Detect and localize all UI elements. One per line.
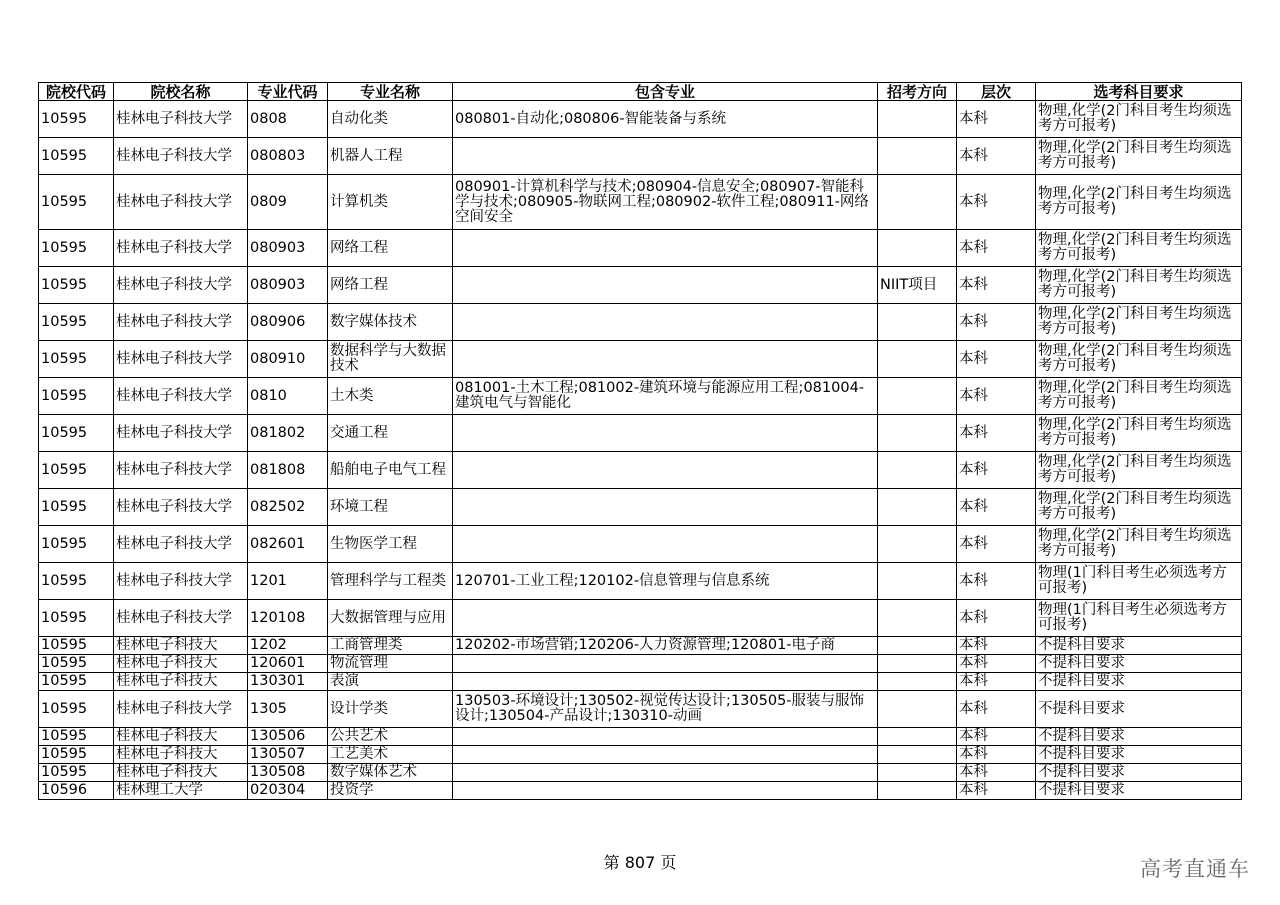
cell-subject-requirement: 物理,化学(2门科目考生均须选考方可报考) bbox=[1036, 138, 1242, 175]
cell-subject-requirement: 物理,化学(2门科目考生均须选考方可报考) bbox=[1036, 101, 1242, 138]
cell-major-code: 1305 bbox=[248, 691, 328, 728]
cell-level: 本科 bbox=[957, 489, 1036, 526]
cell-level: 本科 bbox=[957, 267, 1036, 304]
cell-included-majors bbox=[453, 138, 878, 175]
cell-included-majors: 130503-环境设计;130502-视觉传达设计;130505-服装与服饰设计;130504-产品设计;130310-动画 bbox=[453, 691, 878, 728]
table-row bbox=[39, 341, 1242, 378]
cell-direction bbox=[878, 415, 957, 452]
cell-direction bbox=[878, 304, 957, 341]
cell-subject-requirement: 不提科目要求 bbox=[1036, 637, 1242, 655]
cell-major-name: 网络工程 bbox=[328, 230, 453, 267]
cell-subject-requirement: 不提科目要求 bbox=[1036, 728, 1242, 746]
cell-direction bbox=[878, 782, 957, 800]
cell-major-name: 工商管理类 bbox=[328, 637, 453, 655]
cell-included-majors bbox=[453, 341, 878, 378]
header-major-code: 专业代码 bbox=[248, 83, 328, 101]
cell-school-code: 10595 bbox=[39, 746, 114, 764]
cell-school-name: 桂林电子科技大学 bbox=[114, 378, 248, 415]
cell-direction bbox=[878, 764, 957, 782]
cell-school-name: 桂林电子科技大学 bbox=[114, 138, 248, 175]
table-row bbox=[39, 378, 1242, 415]
cell-major-name: 管理科学与工程类 bbox=[328, 563, 453, 600]
cell-major-code: 082502 bbox=[248, 489, 328, 526]
cell-level: 本科 bbox=[957, 600, 1036, 637]
cell-level: 本科 bbox=[957, 746, 1036, 764]
header-direction: 招考方向 bbox=[878, 83, 957, 101]
cell-direction bbox=[878, 378, 957, 415]
cell-school-name: 桂林电子科技大学 bbox=[114, 600, 248, 637]
table-row bbox=[39, 489, 1242, 526]
cell-included-majors: 080901-计算机科学与技术;080904-信息安全;080907-智能科学与技术;080905-物联网工程;080902-软件工程;080911-网络空间安全 bbox=[453, 175, 878, 230]
cell-direction bbox=[878, 341, 957, 378]
cell-school-code: 10595 bbox=[39, 138, 114, 175]
cell-included-majors bbox=[453, 782, 878, 800]
table-row bbox=[39, 746, 1242, 764]
cell-major-name: 环境工程 bbox=[328, 489, 453, 526]
cell-major-code: 0810 bbox=[248, 378, 328, 415]
cell-level: 本科 bbox=[957, 691, 1036, 728]
cell-school-name: 桂林电子科技大 bbox=[114, 728, 248, 746]
cell-subject-requirement: 物理(1门科目考生必须选考方可报考) bbox=[1036, 600, 1242, 637]
cell-level: 本科 bbox=[957, 526, 1036, 563]
table-row bbox=[39, 600, 1242, 637]
cell-major-name: 大数据管理与应用 bbox=[328, 600, 453, 637]
cell-subject-requirement: 不提科目要求 bbox=[1036, 673, 1242, 691]
cell-subject-requirement: 不提科目要求 bbox=[1036, 691, 1242, 728]
cell-included-majors: 120701-工业工程;120102-信息管理与信息系统 bbox=[453, 563, 878, 600]
cell-school-name: 桂林电子科技大学 bbox=[114, 691, 248, 728]
cell-level: 本科 bbox=[957, 175, 1036, 230]
cell-school-name: 桂林理工大学 bbox=[114, 782, 248, 800]
cell-major-name: 投资学 bbox=[328, 782, 453, 800]
cell-direction bbox=[878, 691, 957, 728]
cell-level: 本科 bbox=[957, 673, 1036, 691]
cell-level: 本科 bbox=[957, 415, 1036, 452]
cell-level: 本科 bbox=[957, 728, 1036, 746]
cell-school-name: 桂林电子科技大学 bbox=[114, 341, 248, 378]
cell-level: 本科 bbox=[957, 782, 1036, 800]
cell-included-majors: 120202-市场营销;120206-人力资源管理;120801-电子商 bbox=[453, 637, 878, 655]
cell-school-code: 10595 bbox=[39, 378, 114, 415]
cell-school-code: 10595 bbox=[39, 637, 114, 655]
cell-major-code: 081808 bbox=[248, 452, 328, 489]
cell-school-name: 桂林电子科技大学 bbox=[114, 526, 248, 563]
table-row bbox=[39, 415, 1242, 452]
cell-school-code: 10595 bbox=[39, 101, 114, 138]
cell-school-code: 10595 bbox=[39, 526, 114, 563]
cell-major-code: 1202 bbox=[248, 637, 328, 655]
header-school-name: 院校名称 bbox=[114, 83, 248, 101]
cell-major-code: 0809 bbox=[248, 175, 328, 230]
table-header-row bbox=[39, 83, 1242, 101]
cell-direction bbox=[878, 673, 957, 691]
cell-level: 本科 bbox=[957, 378, 1036, 415]
cell-level: 本科 bbox=[957, 655, 1036, 673]
cell-major-code: 120108 bbox=[248, 600, 328, 637]
cell-level: 本科 bbox=[957, 101, 1036, 138]
table-row bbox=[39, 782, 1242, 800]
cell-level: 本科 bbox=[957, 230, 1036, 267]
header-included-majors: 包含专业 bbox=[453, 83, 878, 101]
cell-subject-requirement: 物理,化学(2门科目考生均须选考方可报考) bbox=[1036, 341, 1242, 378]
table-row bbox=[39, 637, 1242, 655]
table-row bbox=[39, 526, 1242, 563]
cell-direction bbox=[878, 452, 957, 489]
cell-school-code: 10595 bbox=[39, 600, 114, 637]
cell-subject-requirement: 物理,化学(2门科目考生均须选考方可报考) bbox=[1036, 415, 1242, 452]
cell-subject-requirement: 物理,化学(2门科目考生均须选考方可报考) bbox=[1036, 304, 1242, 341]
header-level: 层次 bbox=[957, 83, 1036, 101]
cell-subject-requirement: 物理,化学(2门科目考生均须选考方可报考) bbox=[1036, 452, 1242, 489]
cell-school-name: 桂林电子科技大学 bbox=[114, 452, 248, 489]
cell-major-name: 数字媒体艺术 bbox=[328, 764, 453, 782]
cell-major-code: 130301 bbox=[248, 673, 328, 691]
cell-school-code: 10595 bbox=[39, 415, 114, 452]
cell-major-name: 船舶电子电气工程 bbox=[328, 452, 453, 489]
cell-major-code: 120601 bbox=[248, 655, 328, 673]
table-row bbox=[39, 655, 1242, 673]
cell-major-code: 080906 bbox=[248, 304, 328, 341]
cell-level: 本科 bbox=[957, 637, 1036, 655]
watermark-text: 高考直通车 bbox=[1140, 857, 1250, 881]
cell-major-name: 数据科学与大数据技术 bbox=[328, 341, 453, 378]
table-row bbox=[39, 230, 1242, 267]
cell-direction bbox=[878, 728, 957, 746]
cell-school-name: 桂林电子科技大学 bbox=[114, 489, 248, 526]
cell-major-code: 020304 bbox=[248, 782, 328, 800]
header-major-name: 专业名称 bbox=[328, 83, 453, 101]
table-row bbox=[39, 764, 1242, 782]
cell-included-majors bbox=[453, 304, 878, 341]
cell-major-code: 0808 bbox=[248, 101, 328, 138]
cell-school-code: 10595 bbox=[39, 452, 114, 489]
cell-school-code: 10595 bbox=[39, 728, 114, 746]
cell-level: 本科 bbox=[957, 138, 1036, 175]
cell-included-majors bbox=[453, 489, 878, 526]
cell-direction bbox=[878, 563, 957, 600]
cell-school-name: 桂林电子科技大 bbox=[114, 673, 248, 691]
cell-major-name: 网络工程 bbox=[328, 267, 453, 304]
cell-major-code: 080803 bbox=[248, 138, 328, 175]
cell-major-name: 工艺美术 bbox=[328, 746, 453, 764]
cell-included-majors bbox=[453, 764, 878, 782]
cell-major-code: 080903 bbox=[248, 267, 328, 304]
cell-direction: NIIT项目 bbox=[878, 267, 957, 304]
cell-school-name: 桂林电子科技大 bbox=[114, 655, 248, 673]
cell-subject-requirement: 不提科目要求 bbox=[1036, 746, 1242, 764]
cell-included-majors: 081001-土木工程;081002-建筑环境与能源应用工程;081004-建筑电气与智能化 bbox=[453, 378, 878, 415]
cell-major-name: 计算机类 bbox=[328, 175, 453, 230]
header-subject-requirement: 选考科目要求 bbox=[1036, 83, 1242, 101]
cell-major-name: 生物医学工程 bbox=[328, 526, 453, 563]
cell-direction bbox=[878, 230, 957, 267]
cell-major-code: 082601 bbox=[248, 526, 328, 563]
cell-level: 本科 bbox=[957, 452, 1036, 489]
cell-school-name: 桂林电子科技大学 bbox=[114, 563, 248, 600]
cell-major-name: 数字媒体技术 bbox=[328, 304, 453, 341]
cell-subject-requirement: 物理,化学(2门科目考生均须选考方可报考) bbox=[1036, 175, 1242, 230]
cell-included-majors bbox=[453, 526, 878, 563]
table-row bbox=[39, 304, 1242, 341]
table-row bbox=[39, 101, 1242, 138]
cell-direction bbox=[878, 489, 957, 526]
table-row bbox=[39, 691, 1242, 728]
cell-school-code: 10595 bbox=[39, 673, 114, 691]
page-number: 第 807 页 bbox=[603, 853, 677, 872]
cell-major-code: 080903 bbox=[248, 230, 328, 267]
cell-school-name: 桂林电子科技大学 bbox=[114, 267, 248, 304]
cell-school-name: 桂林电子科技大学 bbox=[114, 304, 248, 341]
table-row bbox=[39, 175, 1242, 230]
cell-school-name: 桂林电子科技大 bbox=[114, 637, 248, 655]
cell-major-code: 130507 bbox=[248, 746, 328, 764]
cell-direction bbox=[878, 655, 957, 673]
cell-subject-requirement: 物理,化学(2门科目考生均须选考方可报考) bbox=[1036, 526, 1242, 563]
cell-major-name: 自动化类 bbox=[328, 101, 453, 138]
cell-included-majors bbox=[453, 600, 878, 637]
table-row bbox=[39, 267, 1242, 304]
cell-school-name: 桂林电子科技大学 bbox=[114, 175, 248, 230]
cell-level: 本科 bbox=[957, 563, 1036, 600]
cell-direction bbox=[878, 138, 957, 175]
table-row bbox=[39, 728, 1242, 746]
cell-school-code: 10595 bbox=[39, 267, 114, 304]
cell-direction bbox=[878, 526, 957, 563]
cell-level: 本科 bbox=[957, 304, 1036, 341]
cell-school-code: 10595 bbox=[39, 691, 114, 728]
cell-included-majors bbox=[453, 452, 878, 489]
cell-subject-requirement: 不提科目要求 bbox=[1036, 764, 1242, 782]
table-row bbox=[39, 452, 1242, 489]
cell-direction bbox=[878, 637, 957, 655]
cell-major-code: 081802 bbox=[248, 415, 328, 452]
cell-major-code: 080910 bbox=[248, 341, 328, 378]
cell-major-name: 表演 bbox=[328, 673, 453, 691]
cell-school-name: 桂林电子科技大 bbox=[114, 746, 248, 764]
cell-school-name: 桂林电子科技大学 bbox=[114, 230, 248, 267]
cell-subject-requirement: 物理,化学(2门科目考生均须选考方可报考) bbox=[1036, 267, 1242, 304]
cell-major-name: 公共艺术 bbox=[328, 728, 453, 746]
table-row bbox=[39, 138, 1242, 175]
cell-subject-requirement: 物理,化学(2门科目考生均须选考方可报考) bbox=[1036, 230, 1242, 267]
cell-school-code: 10595 bbox=[39, 489, 114, 526]
cell-major-name: 机器人工程 bbox=[328, 138, 453, 175]
cell-direction bbox=[878, 746, 957, 764]
cell-school-name: 桂林电子科技大 bbox=[114, 764, 248, 782]
cell-major-name: 物流管理 bbox=[328, 655, 453, 673]
cell-direction bbox=[878, 101, 957, 138]
cell-school-code: 10595 bbox=[39, 764, 114, 782]
cell-major-code: 130508 bbox=[248, 764, 328, 782]
cell-school-code: 10595 bbox=[39, 655, 114, 673]
cell-major-name: 交通工程 bbox=[328, 415, 453, 452]
cell-subject-requirement: 不提科目要求 bbox=[1036, 782, 1242, 800]
cell-included-majors bbox=[453, 415, 878, 452]
table-body bbox=[39, 101, 1242, 800]
cell-direction bbox=[878, 175, 957, 230]
cell-school-name: 桂林电子科技大学 bbox=[114, 415, 248, 452]
cell-included-majors bbox=[453, 728, 878, 746]
cell-school-code: 10595 bbox=[39, 230, 114, 267]
cell-major-name: 设计学类 bbox=[328, 691, 453, 728]
cell-included-majors bbox=[453, 655, 878, 673]
admissions-table bbox=[38, 82, 1242, 800]
cell-school-code: 10595 bbox=[39, 175, 114, 230]
cell-subject-requirement: 物理,化学(2门科目考生均须选考方可报考) bbox=[1036, 378, 1242, 415]
cell-school-code: 10595 bbox=[39, 304, 114, 341]
cell-subject-requirement: 物理,化学(2门科目考生均须选考方可报考) bbox=[1036, 489, 1242, 526]
table-row bbox=[39, 563, 1242, 600]
cell-included-majors bbox=[453, 673, 878, 691]
cell-major-code: 1201 bbox=[248, 563, 328, 600]
cell-school-code: 10596 bbox=[39, 782, 114, 800]
table-row bbox=[39, 673, 1242, 691]
cell-school-code: 10595 bbox=[39, 341, 114, 378]
cell-level: 本科 bbox=[957, 764, 1036, 782]
cell-included-majors bbox=[453, 267, 878, 304]
cell-included-majors: 080801-自动化;080806-智能装备与系统 bbox=[453, 101, 878, 138]
cell-school-name: 桂林电子科技大学 bbox=[114, 101, 248, 138]
cell-major-name: 土木类 bbox=[328, 378, 453, 415]
cell-school-code: 10595 bbox=[39, 563, 114, 600]
cell-subject-requirement: 物理(1门科目考生必须选考方可报考) bbox=[1036, 563, 1242, 600]
cell-subject-requirement: 不提科目要求 bbox=[1036, 655, 1242, 673]
cell-major-code: 130506 bbox=[248, 728, 328, 746]
cell-level: 本科 bbox=[957, 341, 1036, 378]
cell-direction bbox=[878, 600, 957, 637]
cell-included-majors bbox=[453, 746, 878, 764]
cell-included-majors bbox=[453, 230, 878, 267]
header-school-code: 院校代码 bbox=[39, 83, 114, 101]
